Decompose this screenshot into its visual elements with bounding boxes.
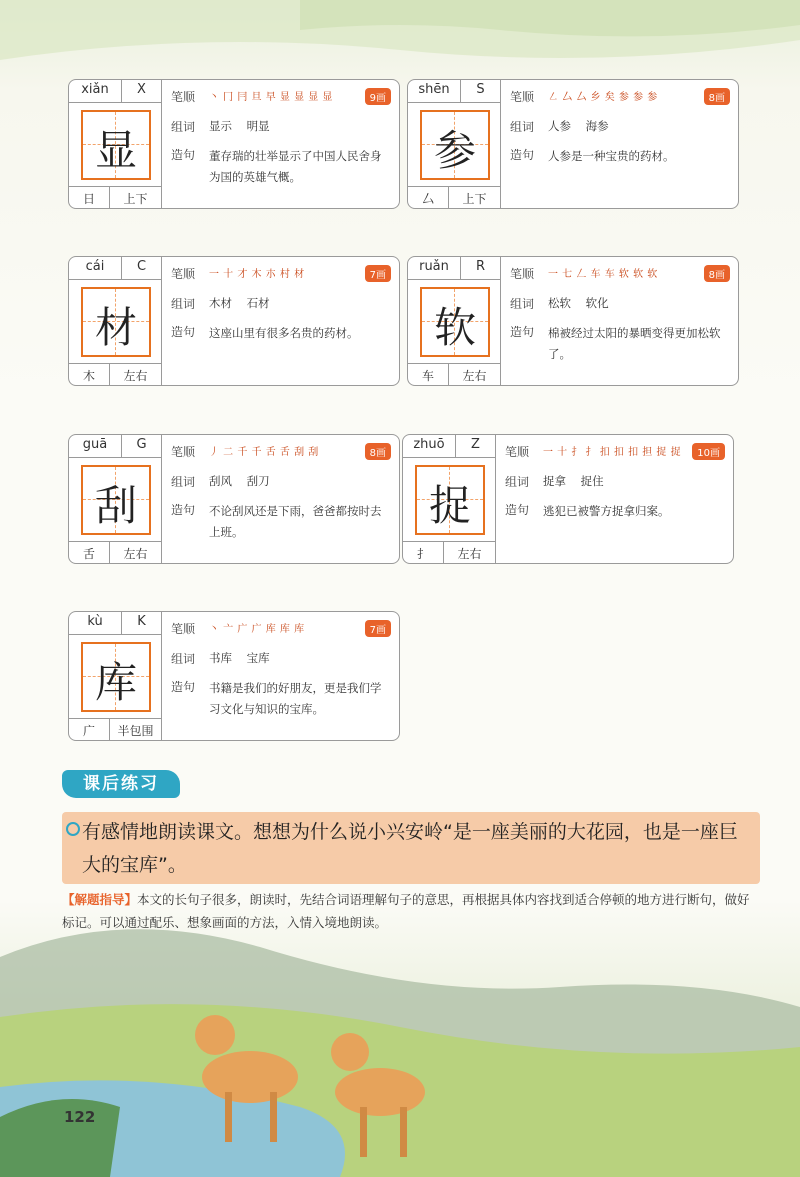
radical: 厶	[421, 192, 434, 206]
sentence-label: 造句	[505, 503, 530, 517]
main-character: 捉	[428, 481, 471, 530]
sentence-label: 造句	[171, 148, 196, 162]
words-label: 组词	[171, 297, 196, 311]
character-card-shen	[407, 79, 739, 209]
main-character: 刮	[94, 481, 137, 530]
initial-letter: S	[476, 82, 485, 97]
example-sentence: 这座山里有很多名贵的药材。	[209, 326, 359, 340]
stroke-order-label: 笔顺	[171, 90, 196, 104]
example-words: 书库 宝库	[209, 651, 270, 665]
character-info	[505, 435, 727, 563]
character-card-zhuo	[402, 434, 734, 564]
character-info	[510, 80, 732, 208]
example-sentence: 逃犯已被警方捉拿归案。	[543, 504, 670, 518]
radical: 日	[82, 192, 95, 206]
bullet-circle-icon	[66, 822, 80, 836]
structure: 左右	[123, 369, 148, 383]
example-words: 刮风 刮刀	[209, 474, 270, 488]
pinyin: kù	[87, 614, 103, 629]
solution-guide-text: 本文的长句子很多，朗读时，先结合词语理解句子的意思，再根据具体内容找到适合停顿的地方进行断句，做好标记。可以通过配乐、想象画面的方法，入情入境地朗读。	[62, 892, 750, 930]
structure: 左右	[462, 369, 487, 383]
character-card-ruan	[407, 256, 739, 386]
words-label: 组词	[510, 297, 535, 311]
character-card-cai	[68, 256, 400, 386]
stroke-order-label: 笔顺	[171, 622, 196, 636]
page-number: 122	[64, 1108, 96, 1126]
character-box	[408, 80, 501, 208]
character-info	[171, 612, 393, 740]
main-character: 软	[433, 303, 476, 352]
tianzige-grid	[81, 287, 151, 357]
stroke-order-label: 笔顺	[510, 90, 535, 104]
initial-letter: K	[137, 614, 146, 629]
sentence-label: 造句	[510, 325, 535, 339]
structure: 上下	[462, 192, 487, 206]
words-label: 组词	[171, 120, 196, 134]
character-box	[69, 257, 162, 385]
sentence-label: 造句	[171, 503, 196, 517]
stroke-count-badge: 9画	[365, 88, 391, 105]
example-words: 松软 软化	[548, 296, 609, 310]
radical: 木	[82, 369, 95, 383]
words-label: 组词	[171, 475, 196, 489]
character-card-xian	[68, 79, 400, 209]
tianzige-grid	[420, 287, 490, 357]
character-box	[69, 435, 162, 563]
stroke-order-label: 笔顺	[505, 445, 530, 459]
structure: 上下	[123, 192, 148, 206]
solution-guide-label: 【解题指导】	[62, 892, 138, 907]
stroke-order: 一 十 才 木 朩 村 材	[209, 269, 305, 280]
radical: 舌	[82, 547, 95, 561]
example-words: 木材 石材	[209, 296, 270, 310]
tianzige-grid	[81, 642, 151, 712]
stroke-order: 丿 二 千 千 舌 舌 刮 刮	[209, 447, 319, 458]
main-character: 显	[94, 126, 137, 175]
character-box	[403, 435, 496, 563]
pinyin: xiǎn	[81, 82, 109, 97]
main-character: 库	[94, 658, 137, 707]
example-words: 捉拿 捉住	[543, 474, 604, 488]
main-character: 材	[94, 303, 137, 352]
stroke-order-label: 笔顺	[510, 267, 535, 281]
pinyin: shēn	[418, 82, 450, 97]
stroke-order: ㇜ 厶 厶 乡 矣 参 参 参	[548, 92, 658, 103]
tianzige-grid	[81, 465, 151, 535]
radical: 扌	[416, 547, 429, 561]
sentence-label: 造句	[510, 148, 535, 162]
bottom-landscape-illustration	[0, 917, 800, 1177]
stroke-order-label: 笔顺	[171, 267, 196, 281]
example-words: 人参 海参	[548, 119, 609, 133]
top-watercolor-background	[0, 0, 800, 90]
character-info	[171, 257, 393, 385]
radical: 车	[421, 369, 434, 383]
character-info	[171, 80, 393, 208]
main-character: 参	[433, 126, 476, 175]
tianzige-grid	[81, 110, 151, 180]
pinyin: cái	[85, 259, 105, 274]
example-sentence: 不论刮风还是下雨，爸爸都按时去上班。	[209, 504, 382, 539]
initial-letter: G	[136, 437, 147, 452]
sentence-label: 造句	[171, 680, 196, 694]
words-label: 组词	[510, 120, 535, 134]
pinyin: guā	[82, 437, 108, 452]
tianzige-grid	[415, 465, 485, 535]
example-sentence: 人参是一种宝贵的药材。	[548, 149, 675, 163]
structure: 半包围	[117, 724, 154, 738]
stroke-count-badge: 8画	[704, 265, 730, 282]
pinyin: zhuō	[413, 437, 445, 452]
stroke-count-badge: 7画	[365, 265, 391, 282]
stroke-count-badge: 8画	[704, 88, 730, 105]
words-label: 组词	[505, 475, 530, 489]
character-box	[408, 257, 501, 385]
structure: 左右	[457, 547, 482, 561]
exercise-question: 有感情地朗读课文。想想为什么说小兴安岭“是一座美丽的大花园，也是一座巨大的宝库”。	[82, 821, 738, 876]
tianzige-grid	[420, 110, 490, 180]
stroke-count-badge: 10画	[692, 443, 725, 460]
structure: 左右	[123, 547, 148, 561]
stroke-order: 丶 冂 冃 旦 早 显 显 显 显	[209, 92, 333, 103]
example-words: 显示 明显	[209, 119, 270, 133]
character-card-ku	[68, 611, 400, 741]
initial-letter: X	[137, 82, 146, 97]
stroke-order: 一 七 𠃋 车 车 软 软 软	[548, 269, 658, 280]
exercise-question-box	[62, 812, 760, 884]
radical: 广	[82, 724, 95, 738]
words-label: 组词	[171, 652, 196, 666]
example-sentence: 董存瑞的壮举显示了中国人民舍身为国的英雄气概。	[209, 149, 382, 184]
initial-letter: R	[475, 259, 486, 274]
character-card-gua	[68, 434, 400, 564]
character-box	[69, 612, 162, 740]
pinyin: ruǎn	[419, 259, 449, 274]
character-box	[69, 80, 162, 208]
exercise-section-title: 课后练习	[62, 770, 180, 798]
character-info	[510, 257, 732, 385]
stroke-order: 一 十 扌 扌 扣 扣 扣 担 捉 捉	[543, 447, 682, 458]
solution-guide	[62, 888, 762, 934]
stroke-order-label: 笔顺	[171, 445, 196, 459]
initial-letter: Z	[471, 437, 480, 452]
initial-letter: C	[136, 259, 147, 274]
stroke-order: 丶 亠 广 广 库 库 库	[209, 624, 305, 635]
example-sentence: 书籍是我们的好朋友，更是我们学习文化与知识的宝库。	[209, 681, 382, 716]
stroke-count-badge: 7画	[365, 620, 391, 637]
stroke-count-badge: 8画	[365, 443, 391, 460]
example-sentence: 棉被经过太阳的暴晒变得更加松软了。	[548, 326, 721, 361]
sentence-label: 造句	[171, 325, 196, 339]
character-info	[171, 435, 393, 563]
